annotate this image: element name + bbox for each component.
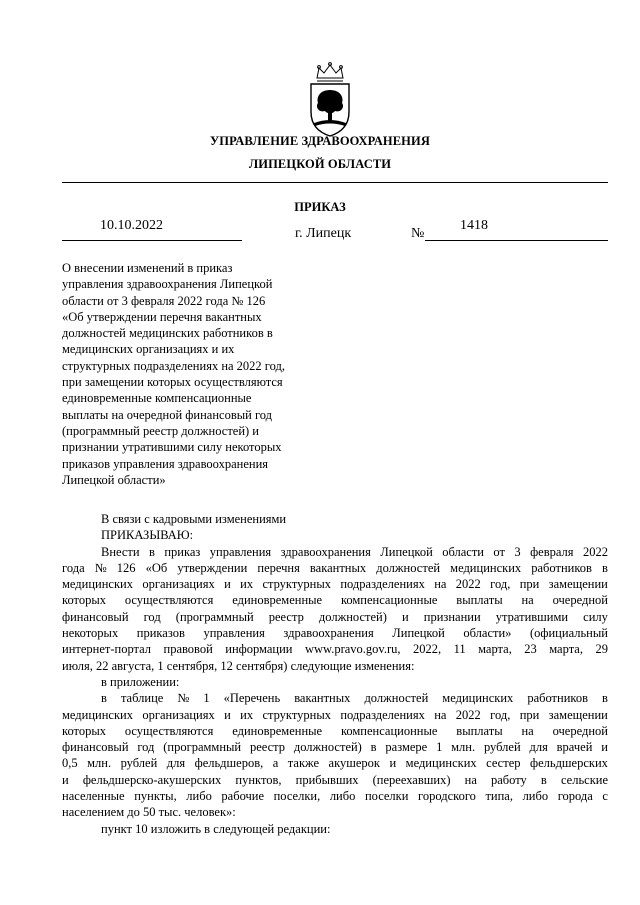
subject-line: выплаты на очередной финансовый год	[62, 407, 273, 422]
document-city: г. Липецк	[295, 226, 352, 241]
body-line: июля, 22 августа, 1 сентября, 12 сентября) следующие изменения:	[62, 658, 415, 673]
subject-line: приказов управления здравоохранения	[62, 456, 269, 471]
document-subject	[62, 260, 332, 488]
body-line: года № 126 «Об утверждении перечня вакантных должностей медицинских работников в	[62, 560, 608, 575]
body-line: медицинских организациях и их структурных подразделениях на 2022 год, при замещении	[62, 577, 608, 592]
subject-line: при замещении которых осуществляются	[62, 375, 283, 390]
document-body	[62, 511, 608, 837]
body-line: которых осуществляются единовременные компенсационные выплаты на очередной	[62, 723, 608, 738]
body-line: интернет-портал правовой информации www.pravo.gov.ru, 2022, 11 марта, 23 марта, 29	[62, 642, 608, 657]
document-type: ПРИКАЗ	[294, 200, 346, 214]
body-line: Внести в приказ управления здравоохранения Липецкой области от 3 февраля 2022	[101, 544, 608, 559]
number-underline	[425, 240, 608, 241]
subject-line: управления здравоохранения Липецкой	[62, 277, 273, 292]
subject-line: медицинских организациях и их	[62, 342, 235, 357]
document-number: 1418	[460, 218, 488, 233]
body-line: ПРИКАЗЫВАЮ:	[101, 528, 194, 543]
date-underline	[62, 240, 242, 241]
organization-name-line1: УПРАВЛЕНИЕ ЗДРАВООХРАНЕНИЯ	[210, 134, 430, 148]
body-line: медицинских организациях и их структурных подразделениях на 2022 год, при замещении	[62, 707, 608, 722]
body-line: которых осуществляются единовременные компенсационные выплаты на очередной	[62, 593, 608, 608]
subject-line: должностей медицинских работников в	[62, 326, 273, 341]
body-line: населенные пункты, либо рабочие поселки, либо поселки городского типа, либо города с	[62, 789, 608, 804]
subject-line: единовременные компенсационные	[62, 391, 252, 406]
body-line: пункт 10 изложить в следующей редакции:	[101, 821, 331, 836]
body-line: и фельдшерско-акушерских пунктов, прибывших (переехавших) на работу в сельские	[62, 772, 608, 787]
subject-line: Липецкой области»	[62, 472, 166, 487]
body-line: финансовый год (программный реестр должностей) в размере 1 млн. рублей для врачей и	[62, 740, 608, 755]
body-line: в таблице № 1 «Перечень вакантных должностей медицинских работников в	[101, 691, 608, 706]
number-sign: №	[411, 226, 425, 241]
body-line: В связи с кадровыми изменениями	[101, 512, 287, 526]
organization-name-line2: ЛИПЕЦКОЙ ОБЛАСТИ	[248, 157, 392, 171]
subject-line: «Об утверждении перечня вакантных	[62, 309, 262, 324]
subject-line: (программный реестр должностей) и	[62, 423, 259, 438]
subject-line: признании утратившими силу некоторых	[62, 440, 282, 455]
subject-line: О внесении изменений в приказ	[62, 261, 233, 275]
body-line: в приложении:	[101, 674, 180, 689]
body-line: населением до 50 тыс. человек»:	[62, 805, 236, 820]
subject-line: области от 3 февраля 2022 года № 126	[62, 293, 266, 308]
body-line: 0,5 млн. рублей для фельдшеров, а также акушерок и медицинских сестер фельдшерских	[62, 756, 608, 771]
header-divider	[62, 182, 608, 183]
body-line: некоторых приказов управления здравоохранения Липецкой области» (официальный	[62, 626, 608, 641]
subject-line: структурных подразделениях на 2022 год,	[62, 358, 285, 373]
coat-of-arms-emblem	[305, 60, 355, 138]
document-date: 10.10.2022	[100, 218, 163, 233]
body-line: финансовый год (программный реестр должностей) и признании утратившими силу	[62, 609, 608, 624]
